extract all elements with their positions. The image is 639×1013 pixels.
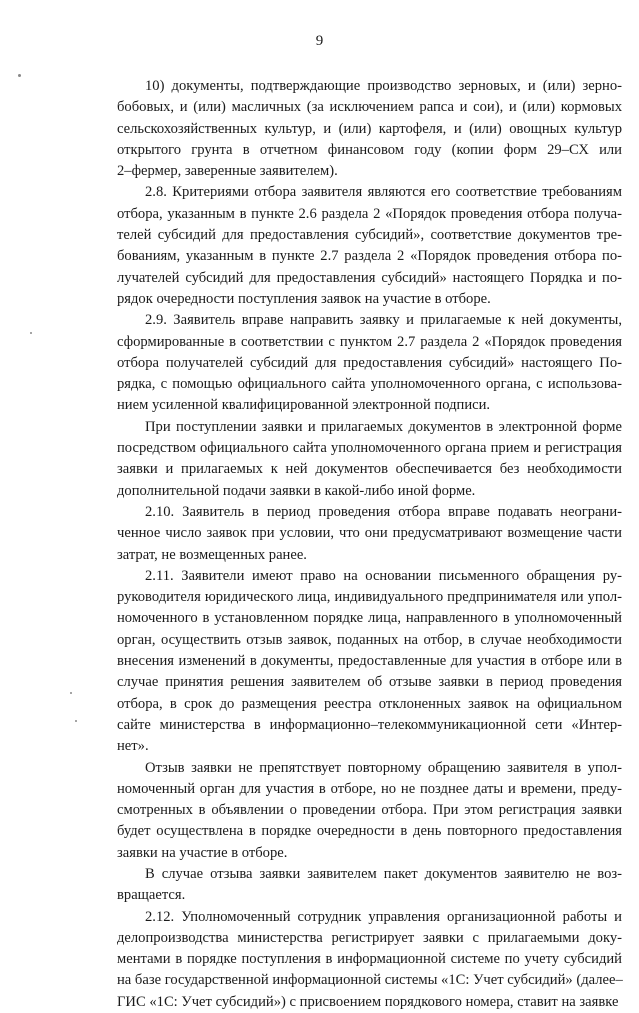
text-line: на базе государственной информационной системы «1С: Учет субсидий» (далее– [117, 972, 623, 989]
paragraph [117, 76, 622, 182]
text-line: 2.11. Заявители имеют право на основании письменного обращения ру- [145, 567, 622, 584]
text-line: отбора получателей субсидий для предоставления субсидий» настоящего По- [117, 354, 622, 371]
text-line: номоченный орган для участия в отборе, но не позднее даты и времени, преду- [117, 780, 622, 797]
text-line: 2.9. Заявитель вправе направить заявку и прилагаемые к ней документы, [145, 312, 622, 329]
paragraph [117, 758, 622, 864]
paragraph [117, 417, 622, 502]
text-line: ментами в порядке поступления в информационной системе по учету субсидий [117, 951, 622, 968]
text-line: случае принятия решения заявителем об отзыве заявки в период проведения [117, 674, 622, 691]
scan-speck [70, 692, 72, 694]
text-line: дополнительной подачи заявки в какой-либо иной форме. [117, 482, 476, 499]
text-line: бобовых, и (или) масличных (за исключением рапса и сои), и (или) кормовых [117, 99, 622, 116]
paragraph [117, 310, 622, 416]
text-line: рядок очередности поступления заявок на участие в отборе. [117, 290, 491, 307]
paragraph [117, 864, 622, 907]
scan-speck [18, 74, 21, 77]
text-line: 2.12. Уполномоченный сотрудник управления организационной работы и [145, 908, 622, 925]
text-line: внесения изменений в документы, предоставленные для участия в отборе или в [117, 653, 622, 670]
text-line: смотренных в объявлении о проведении отбора. При этом регистрация заявки [117, 802, 622, 819]
text-line: ченное число заявок при условии, что они предусматривают возмещение части [117, 525, 622, 542]
text-line: нет». [117, 738, 149, 755]
text-line: лучателей субсидий для предоставления субсидий» настоящего Порядка и по- [117, 269, 622, 286]
paragraph [117, 182, 622, 310]
text-line: вращается. [117, 887, 186, 904]
text-line: сайте министерства в информационно–телекоммуникационной сети «Интер- [117, 716, 622, 733]
text-line: сформированные в соответствии с пунктом 2.7 раздела 2 «Порядок проведения [117, 333, 622, 350]
text-line: номоченного в установленном порядке лица, направленного в уполномоченный [117, 610, 622, 627]
text-line: руководителя юридического лица, индивидуального предпринимателя или упол- [117, 589, 622, 606]
text-line: 2–фермер, заверенные заявителем). [117, 163, 338, 180]
document-body [117, 76, 622, 1013]
text-line: 10) документы, подтверждающие производство зерновых, и (или) зерно- [145, 78, 622, 94]
text-line: заявки и прилагаемых к ней документов обеспечивается без необходимости [117, 461, 622, 478]
text-line: заявки на участие в отборе. [117, 844, 288, 861]
text-line: рядка, с помощью официального сайта уполномоченного органа, с использова- [117, 376, 622, 393]
paragraph [117, 907, 622, 1013]
text-line: телей субсидий для предоставления субсидий», соответствие документов тре- [117, 227, 622, 244]
text-line: орган, осуществить отзыв заявок, поданных на отбор, в случае необходимости [117, 631, 622, 648]
paragraph [117, 566, 622, 758]
text-line: Отзыв заявки не препятствует повторному обращению заявителя в упол- [145, 759, 622, 776]
text-line: бованиям, указанным в пункте 2.7 раздела 2 «Порядок проведения отбора по- [117, 248, 622, 265]
text-line: ГИС «1С: Учет субсидий») с присвоением порядкового номера, ставит на заявке [117, 993, 619, 1010]
text-line: 2.8. Критериями отбора заявителя являются его соответствие требованиям [145, 184, 622, 201]
scan-speck [75, 720, 77, 722]
text-line: будет осуществлена в порядке очередности в день повторного предоставления [117, 823, 622, 840]
text-line: При поступлении заявки и прилагаемых документов в электронной форме [145, 418, 622, 435]
text-line: посредством официального сайта уполномоченного органа прием и регистрация [117, 440, 622, 457]
text-line: сельскохозяйственных культур, и (или) картофеля, и (или) овощных культур [117, 120, 622, 137]
scan-speck [30, 332, 32, 334]
text-line: нием усиленной квалифицированной электронной подписи. [117, 397, 491, 414]
text-line: делопроизводства министерства регистрирует заявки с прилагаемыми доку- [117, 929, 622, 946]
paragraph [117, 502, 622, 566]
page-number: 9 [315, 33, 324, 49]
text-line: 2.10. Заявитель в период проведения отбора вправе подавать неограни- [145, 503, 622, 520]
text-line: В случае отзыва заявки заявителем пакет документов заявителю не воз- [145, 865, 622, 882]
text-line: затрат, не возмещенных ранее. [117, 546, 307, 563]
text-line: отбора, в срок до размещения реестра отклоненных заявок на официальном [117, 695, 622, 712]
text-line: отбора, указанным в пункте 2.6 раздела 2 «Порядок проведения отбора получа- [117, 205, 622, 222]
text-line: открытого грунта в отчетном финансовом году (копии форм 29–СХ или [117, 141, 622, 158]
